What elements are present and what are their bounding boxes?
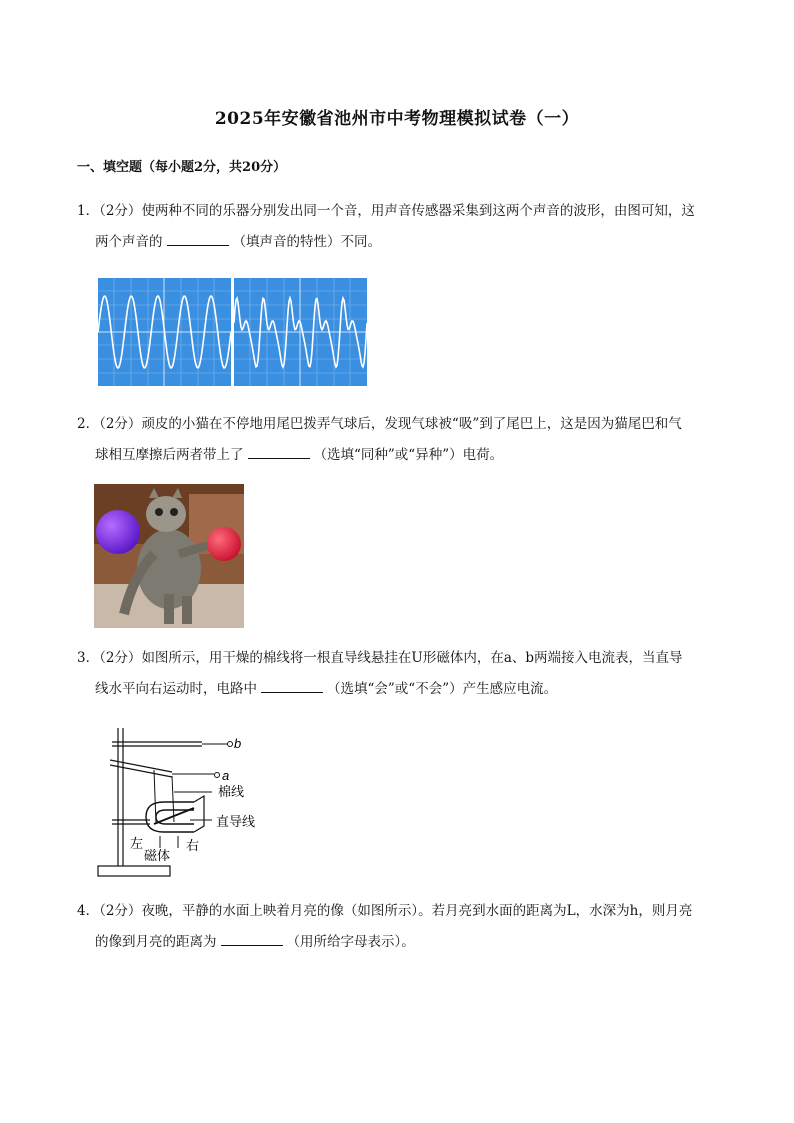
answer-blank[interactable] xyxy=(261,678,323,693)
page-title: 2025年安徽省池州市中考物理模拟试卷（一） xyxy=(214,109,580,129)
question-text: （用所给字母表示）。 xyxy=(286,934,415,950)
question-text: 夜晚，平静的水面上映着月亮的像（如图所示）。若月亮到水面的距离为L，水深为h，则月亮 xyxy=(141,903,693,919)
answer-blank[interactable] xyxy=(167,231,229,246)
question-text: 球相互摩擦后两者带上了 xyxy=(95,447,244,463)
question-text: （选填“同种”或“异种”）电荷。 xyxy=(313,447,504,463)
question-text: 的像到月亮的距离为 xyxy=(95,934,217,950)
answer-blank[interactable] xyxy=(248,444,310,459)
question-text: （填声音的特性）不同。 xyxy=(232,234,381,250)
waveform-image-1 xyxy=(98,278,231,386)
label-b: b xyxy=(234,736,242,751)
question-number: 2． xyxy=(77,416,100,432)
waveform-image-2 xyxy=(234,278,367,386)
question-4 xyxy=(77,896,725,958)
question-number: 1． xyxy=(77,203,100,219)
question-score: （2分） xyxy=(99,203,142,219)
question-number: 4． xyxy=(77,903,100,919)
question-text: 如图所示，用干燥的棉线将一根直导线悬挂在U形磁体内，在a、b两端接入电流表，当直导 xyxy=(141,650,683,666)
magnet-apparatus-diagram xyxy=(94,724,274,880)
cat-balloon-photo xyxy=(94,484,244,628)
question-text: 顽皮的小猫在不停地用尾巴拨弄气球后，发现气球被“吸”到了尾巴上，这是因为猫尾巴和气 xyxy=(141,416,682,432)
question-score: （2分） xyxy=(99,903,142,919)
label-cotton: 棉线 xyxy=(218,784,245,799)
label-right: 右 xyxy=(186,838,200,853)
label-wire: 直导线 xyxy=(216,814,256,829)
question-text: 两个声音的 xyxy=(95,234,163,250)
label-a: a xyxy=(222,768,230,783)
question-score: （2分） xyxy=(99,416,142,432)
label-magnet: 磁体 xyxy=(144,848,171,863)
question-1 xyxy=(77,196,725,258)
question-text: 线水平向右运动时，电路中 xyxy=(95,681,257,697)
question-text: （选填“会”或“不会”）产生感应电流。 xyxy=(327,681,558,697)
question-score: （2分） xyxy=(99,650,142,666)
label-left: 左 xyxy=(130,836,144,851)
section-heading: 一、填空题（每小题2分，共20分） xyxy=(77,160,287,175)
answer-blank[interactable] xyxy=(221,931,283,946)
question-text: 使两种不同的乐器分别发出同一个音，用声音传感器采集到这两个声音的波形，由图可知，这 xyxy=(141,203,695,219)
question-2 xyxy=(77,409,725,471)
question-number: 3． xyxy=(77,650,100,666)
question-3 xyxy=(77,643,725,705)
